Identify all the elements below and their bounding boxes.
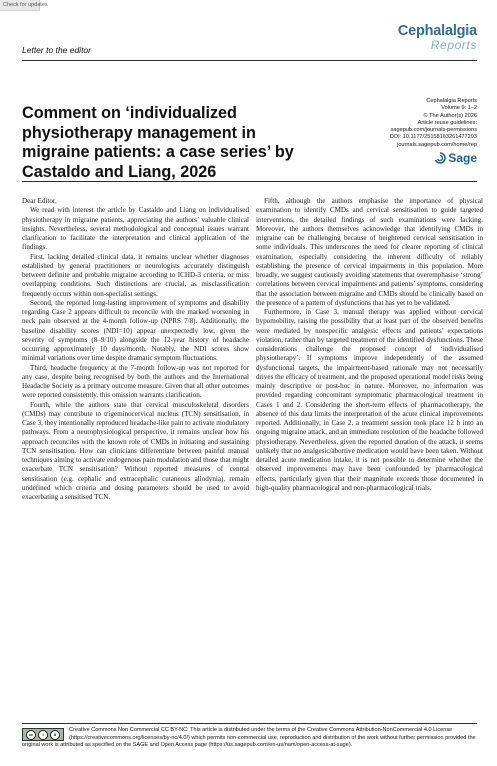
license-text: Creative Commons Non Commercial CC BY-NC: This article is distributed under the terms of the Creative Commons Attribution-NonCommercial 4.0 License (https://creativecommons.org/licenses/by-nc/4.0/) which permits non-commercial use, reproduction and distribution of the work without further permission provided the original work is attributed as specified on the SAGE and Open Access page (https://us.sagepub.com/en-us/nam/open-access-at-sage). (22, 727, 476, 749)
journal-logo-line1: Cephalalgia (397, 23, 477, 39)
journal-logo (398, 24, 477, 52)
body-paragraph-4: Third, headache frequency at the 7-month follow-up was not reported for any case, despite being recognised by both the authors and the International Headache Society as a primary outcome measure. Given that all other outcomes were reported consistently, this omission warrants clarification. (22, 363, 249, 400)
meta-reuse: Article reuse guidelines: (417, 119, 477, 126)
meta-doi[interactable]: DOI: 10.1177/25158163261477293 (389, 134, 477, 141)
journal-logo-line2: Reports (430, 38, 477, 52)
nc-icon: $ (50, 730, 60, 740)
publisher-name: Sage (448, 151, 477, 165)
section-label: Letter to the editor (22, 45, 91, 55)
body-column-right (256, 197, 483, 493)
cc-icon: cc (26, 730, 36, 740)
article-title: Comment on ‘individualized physiotherapy management in migraine patients: a case series’ by Castaldo and Liang, 2026 (22, 104, 294, 181)
meta-copyright: © The Author(s) 2026 (423, 112, 477, 119)
meta-volume: Volume 9: 1–2 (441, 105, 477, 112)
body-column-left (22, 197, 249, 502)
meta-journal: Cephalalgia Reports (426, 98, 477, 104)
by-icon: i (38, 730, 48, 740)
check-for-updates-badge[interactable]: Check for updates (0, 0, 40, 11)
body-paragraph-3: Second, the reported long-lasting improvement of symptoms and disability regarding Case 2 appears difficult to reconcile with the marked worsening in neck pain observed at the 4-month follow-up (NPRS 7/8). Additionally, the baseline disability scores (NDI=10) appear unexpectedly low, given the severity of symptoms (8–9/10) alongside the 12-year history of headache occurring approximately 10 days/month. Notably, the NDI scores show minimal variations over time despite dramatic symptom fluctuations. (22, 298, 249, 363)
meta-homepage-link[interactable]: journals.sagepub.com/home/rep (397, 141, 477, 148)
header-divider (22, 60, 477, 61)
publisher-logo (434, 151, 477, 165)
body-paragraph-6: Fifth, although the authors emphasise the importance of physical examination to identify CMDs and cervical sensitisation to guide targeted interventions, the detailed findings of such examinations were lacking. Moreover, the authors themselves acknowledge that identifying CMDs in migraine can be challenging because of heightened cervical sensitisation in some individuals. This underscores the need for clearer reporting of clinical examination, especially considering the inherent difficulty of reliably establishing the presence of cervical impairments in this population. More broadly, we suggest cautiously avoiding statements that overemphasise ‘strong’ correlations between cervical impairments and patients’ symptoms, considering that the association between migraine and CMDs should be clinically based on the presence of a pattern of dysfunctions that has yet to be validated. (256, 197, 483, 307)
title-divider (22, 181, 477, 182)
salutation: Dear Editor, (22, 197, 57, 205)
footer-divider (22, 723, 477, 724)
sage-swirl-icon (434, 152, 446, 164)
body-paragraph-1: We read with interest the article by Castaldo and Liang on individualised physiotherapy in migraine patients, appreciating the authors’ valuable clinical insights. Nevertheless, several methodological and conceptual issues warrant clarification to facilitate the interpretation and clinical application of the findings. (22, 206, 249, 252)
article-metadata (390, 98, 477, 149)
cc-license-badge[interactable] (22, 728, 64, 741)
body-paragraph-5: Fourth, while the authors state that cervical musculoskeletal disorders (CMDs) may contribute to trigeminocervical nucleus (TCN) sensitisation, in Case 3, they intentionally reproduced headache-like pain to activate modulatory pathways. From a neurophysiological perspective, it remains unclear how his approach reconciles with the known role of CMDs in initiating and sustaining TCN sensitisation. How can clinicians differentiate between painful manual techniques aiming to activate endogenous pain modulation and those that might exacerbate TCN sensitisation? Without reported measures of central sensitisation (e.g. cephalic and extracephalic cutaneous allodynia), remain undefined which criteria and dosing parameters should be used to avoid exacerbating a sensitised TCN. (22, 400, 249, 501)
body-paragraph-2: First, lacking detailed clinical data, it remains unclear whether diagnoses established by general practitioners or neurologists accurately distinguish between definite and probable migraine according to ICHD-3 criteria, or miss overlapping conditions. Such distinctions are crucial, as misclassification frequently occurs within non-specialist settings. (22, 252, 249, 298)
meta-permissions-link[interactable]: sagepub.com/journals-permissions (390, 127, 477, 134)
body-paragraph-7: Furthermore, in Case 3, manual therapy was applied without cervical hypomobility, raising the possibility that at least part of the observed benefits were mediated by nonspecific analgesic effects and patients’ expectations violation, rather than by targeted treatment of the identified dysfunctions. These considerations challenge the proposed concept of ‘individualised physiotherapy’. If symptoms improve independently of the assumed dysfunctional targets, the impairment-based rationale may not necessarily drives the efficacy of treatment, and the proposed operational model risks being mainly descriptive or post-hoc in nature. Moreover, no information was provided regarding concomitant symptomatic pharmacological treatment in Cases 1 and 2. Considering the short-term effects of pharmacotherapy, the absence of this data limits the interpretation of the acute clinical improvements reported. Additionally, in Case 2, a treatment session took place 12 h into an ongoing migraine attack, and an immediate resolution of the headache followed physiotherapy. Nevertheless, given the reported duration of the attack, it seems unlikely that no analgesic/abortive medication would have been taken. Without detailed acute medication intake, it is not possible to determine whether the observed improvements may have been confounded by pharmacological effects, particularly given that their magnitude exceeds those documented in high-quality pharmacological and non-pharmacological trials. (256, 308, 483, 492)
license-notice (22, 727, 477, 750)
